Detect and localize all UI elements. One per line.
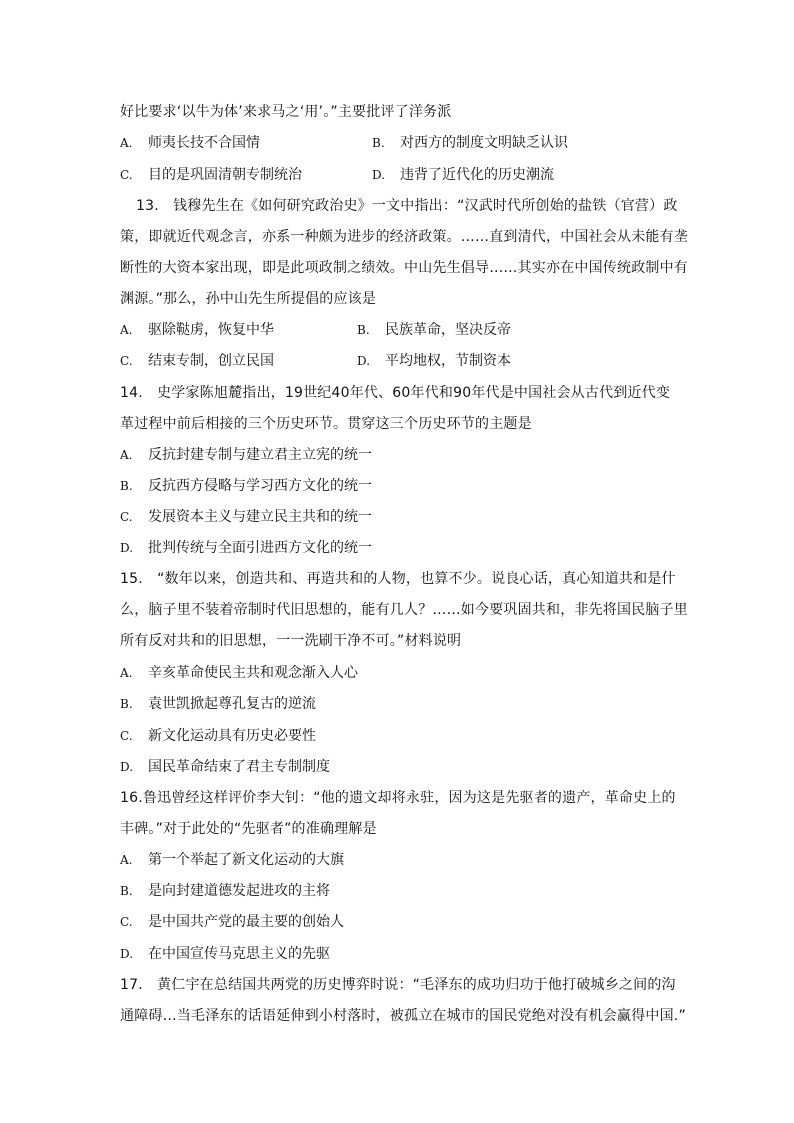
question-15-line-3: 所有反对共和的旧思想，一一洗刷干净不可。”材料说明	[120, 633, 462, 649]
option-text: 违背了近代化的历史潮流	[400, 167, 554, 183]
question-13-line-4: 渊源。”那么，孙中山先生所提倡的应该是	[120, 291, 377, 307]
option-letter: B.	[120, 884, 133, 898]
option-text: 平均地权，节制资本	[385, 353, 511, 369]
option-text: 国民革命结束了君主专制制度	[148, 759, 330, 775]
question-16-line-2: 丰碑。”对于此处的“先驱者”的准确理解是	[120, 821, 377, 837]
option-letter: A.	[120, 136, 133, 150]
option-letter: A.	[120, 853, 133, 867]
option-text: 在中国宣传马克思主义的先驱	[148, 946, 330, 962]
option-letter: D.	[357, 354, 371, 368]
option-letter: D.	[372, 168, 386, 182]
question-13-line-1: 13. 钱穆先生在《如何研究政治史》一文中指出：“汉武时代所创始的盐铁（官营）政	[136, 198, 678, 214]
q16-option-c	[120, 912, 344, 932]
q15-option-d	[120, 757, 330, 777]
q14-option-d	[120, 538, 372, 558]
option-text: 第一个举起了新文化运动的大旗	[148, 852, 344, 868]
question-13-line-3: 断性的大资本家出现，即是此项政制之绩效。中山先生倡导……其实亦在中国传统政制中有	[120, 260, 688, 276]
question-14-line-1: 14. 史学家陈旭麓指出，19世纪40年代、60年代和90年代是中国社会从古代到近代变	[120, 385, 671, 401]
option-letter: A.	[120, 448, 133, 462]
option-text: 发展资本主义与建立民主共和的统一	[148, 509, 372, 525]
q14-option-a	[120, 445, 372, 465]
option-letter: A.	[120, 666, 133, 680]
q16-option-a	[120, 850, 344, 870]
q13-option-c	[120, 351, 274, 371]
option-letter: B.	[120, 697, 133, 711]
option-letter: B.	[357, 323, 370, 337]
option-letter: C.	[120, 510, 133, 524]
q16-option-b	[120, 881, 330, 901]
option-text: 师夷长技不合国情	[148, 135, 260, 151]
option-text: 是向封建道德发起进攻的主将	[148, 883, 330, 899]
q14-option-b	[120, 476, 372, 496]
q14-option-c	[120, 507, 372, 527]
option-text: 反抗西方侵略与学习西方文化的统一	[148, 478, 372, 494]
option-letter: D.	[120, 760, 134, 774]
option-letter: C.	[120, 915, 133, 929]
q15-option-a	[120, 663, 358, 683]
question-12-text: 好比要求‘以牛为体’来求马之‘用’。”主要批评了洋务派	[120, 104, 452, 120]
option-letter: D.	[120, 947, 134, 961]
q13-option-d	[357, 351, 511, 371]
question-15-line-2: 么，脑子里不装着帝制时代旧思想的，能有几人？……如今要巩固共和，非先将国民脑子里	[120, 602, 688, 618]
option-text: 是中国共产党的最主要的创始人	[148, 914, 344, 930]
q13-option-b	[357, 320, 511, 340]
option-text: 辛亥革命使民主共和观念渐入人心	[148, 665, 358, 681]
question-13-line-2: 策，即就近代观念言，亦系一种颇为进步的经济政策。……直到清代，中国社会从未能有垄	[120, 229, 688, 245]
option-text: 结束专制，创立民国	[148, 353, 274, 369]
option-text: 民族革命，坚决反帝	[385, 322, 511, 338]
q12-option-c	[120, 165, 302, 185]
option-letter: C.	[120, 729, 133, 743]
question-14-line-2: 革过程中前后相接的三个历史环节。贯穿这三个历史环节的主题是	[120, 416, 532, 432]
question-16-line-1: 16.鲁迅曾经这样评价李大钊：“他的遗文却将永驻，因为这是先驱者的遗产，革命史上的	[120, 790, 676, 806]
option-letter: A.	[120, 323, 133, 337]
q12-option-a	[120, 133, 260, 153]
q13-option-a	[120, 320, 274, 340]
option-letter: B.	[120, 479, 133, 493]
question-17-line-1: 17. 黄仁宇在总结国共两党的历史博弈时说：“毛泽东的成功归功于他打破城乡之间的沟	[120, 977, 676, 993]
option-letter: B.	[372, 136, 385, 150]
q16-option-d	[120, 944, 330, 964]
question-15-line-1: 15. “数年以来，创造共和、再造共和的人物，也算不少。说良心话，真心知道共和是什	[120, 571, 676, 587]
option-text: 对西方的制度文明缺乏认识	[400, 135, 568, 151]
q15-option-b	[120, 694, 316, 714]
option-letter: C.	[120, 168, 133, 182]
option-text: 新文化运动具有历史必要性	[148, 728, 316, 744]
option-text: 驱除鞑虏，恢复中华	[148, 322, 274, 338]
option-text: 目的是巩固清朝专制统治	[148, 167, 302, 183]
q12-option-b	[372, 133, 568, 153]
option-letter: C.	[120, 354, 133, 368]
q15-option-c	[120, 726, 316, 746]
question-17-line-2: 通障碍…当毛泽东的话语延伸到小村落时，被孤立在城市的国民党绝对没有机会赢得中国.”	[120, 1008, 686, 1024]
option-text: 袁世凯掀起尊孔复古的逆流	[148, 696, 316, 712]
option-text: 批判传统与全面引进西方文化的统一	[148, 540, 372, 556]
option-letter: D.	[120, 541, 134, 555]
q12-option-d	[372, 165, 554, 185]
option-text: 反抗封建专制与建立君主立宪的统一	[148, 447, 372, 463]
